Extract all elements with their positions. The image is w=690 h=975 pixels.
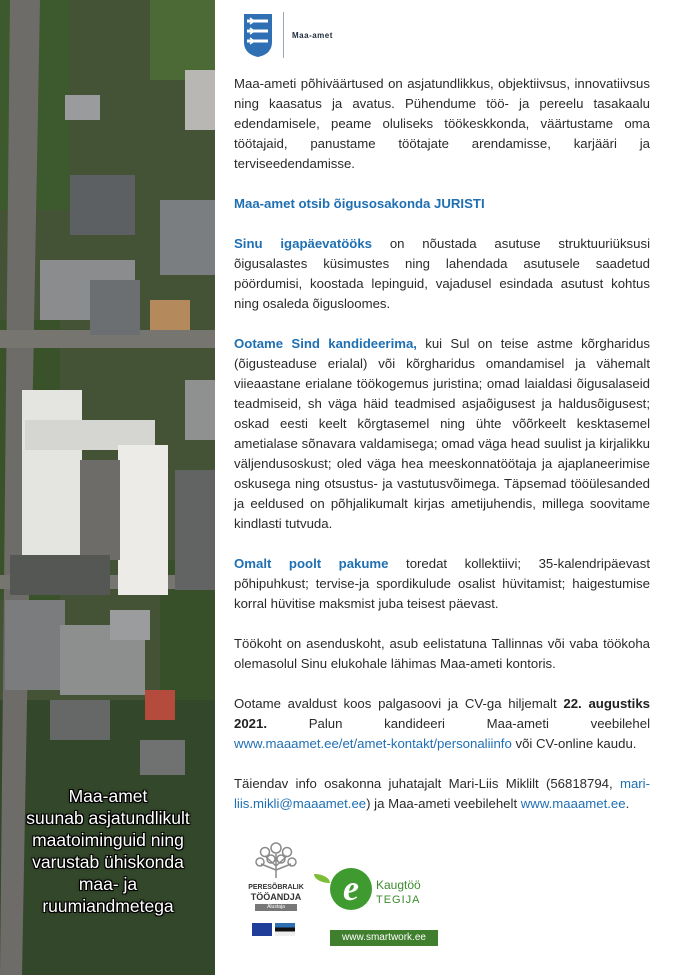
daily-work-text: on nõustada asutuse struktuuriüksusi õigusalastes küsimustes ning lahendada asutusele saadetud pöördumisi, koostada lepinguid, vajadusel esindada asutust kohtus ning osaleda õigusloomes. [234,236,651,311]
employer-label-line2: TÖÖANDJA [250,892,302,902]
apply-paragraph [234,694,650,754]
slogan-line: varustab ühiskonda [32,852,184,872]
apply-link[interactable]: www.maaamet.ee/et/amet-kontakt/personaliinfo [234,736,512,751]
info-text: . [625,796,630,811]
smartwork-url: www.smartwork.ee [330,930,438,946]
aerial-photo [0,0,215,975]
intro-paragraph [234,74,650,174]
apply-text: Ootame avaldust koos palgasoovi ja CV-ga hiljemalt [234,696,564,711]
offer-text: toredat kollektiivi; 35-kalendripäevast põhipuhkust; tervise-ja spordikulude osalist hüvitamist; haigestumise korral hüvitise maksmist juba teisest päevast. [234,556,651,611]
logo-org-name: Maa-amet [292,30,333,40]
slogan-line: Maa-amet [68,786,148,806]
eu-funding-logos [252,923,295,936]
employer-label-line1: PERESÕBRALIK [248,884,304,891]
offer-lead: Omalt poolt pakume [234,556,389,571]
website-link[interactable]: www.maaamet.ee [520,796,626,811]
smartwork-label-line1: Kaugtöö [376,878,421,892]
employer-label-line3: Alustaja [255,904,297,911]
intro-text: Maa-ameti põhiväärtused on asjatundlikkus, objektiivsus, innovatiivsus ning kaasatus ja avatus. Pühendume töö- ja pereelu tasakaalu edendamisele, peame oluliseks töökeskkonda, väärtustame oma töötajaid, panustame töötajate arendamisse, karjääri ja terviseedendamisse. [234,76,650,171]
daily-work-lead: Sinu igapäevatööks [234,236,373,251]
info-text: ) ja Maa-ameti veebilehelt [366,796,521,811]
smartwork-e-icon: e [330,868,372,910]
tree-icon [251,840,301,880]
slogan-line: ruumiandmetega [42,896,174,916]
logo-divider [283,12,284,58]
location-text: Töökoht on asenduskoht, asub eelistatuna Tallinnas või vaba töökoha olemasolul Sinu elukohale lähimas Maa-ameti kontoris. [234,636,650,671]
aerial-slogan [8,785,208,917]
slogan-line: suunab asjatundlikult [26,808,190,828]
leaf-icon [314,874,330,883]
info-paragraph [234,774,650,814]
job-heading: Maa-amet otsib õigusosakonda JURISTI [234,196,485,211]
slogan-line: maa- ja [78,874,138,894]
apply-deadline: 22. augustiks 2021. [234,696,651,731]
contact-email-link[interactable]: mari-liis.mikli@maaamet.ee [234,776,650,811]
info-text: Täiendav info osakonna juhatajalt Mari-Liis Miklilt (56818794, [234,776,620,791]
estonia-flag-icon [275,923,295,936]
apply-text: või CV-online kaudu. [511,736,637,751]
requirements-lead: Ootame Sind kandideerima, [234,336,417,351]
requirements-paragraph [234,334,650,534]
offer-paragraph [234,554,650,614]
eu-flag-icon [252,923,272,936]
maa-amet-logo [243,12,333,58]
daily-work-paragraph [234,234,650,314]
apply-text: Palun kandideeri Maa-ameti veebilehel [267,716,650,731]
location-paragraph [234,634,650,674]
slogan-line: maatoiminguid ning [32,830,184,850]
coat-of-arms-icon [243,12,273,58]
smartwork-label-line2: TEGIJA [376,894,421,906]
smartwork-logo [312,868,440,948]
job-ad-content [234,74,650,834]
requirements-text: kui Sul on teise astme kõrgharidus (õigusteaduse erialal) või kõrgharidus omandamisel ja vähemalt viieaastane erialane töökogemus juristina; omad laialdasi õigusalaseid teadmiseid, sh väga häid teadmised asjaõigusest ja haldusõigusest; oskad eesti keelt kõrgtasemel ning ühte võõrkeelt kesktasemel ametialase sõnavara valdamisega; omad väga head suulist ja kirjalikku väljendusoskust; oled väga hea meeskonnatöötaja ja ajaplaneerimise oskusega ning otsustus- ja vastutusvõimega. Täpsemad tööülesanded ja eeldused on põhjalikumalt kirjas ametijuhendis, millega soovitame kindlasti tutvuda. [234,336,650,531]
